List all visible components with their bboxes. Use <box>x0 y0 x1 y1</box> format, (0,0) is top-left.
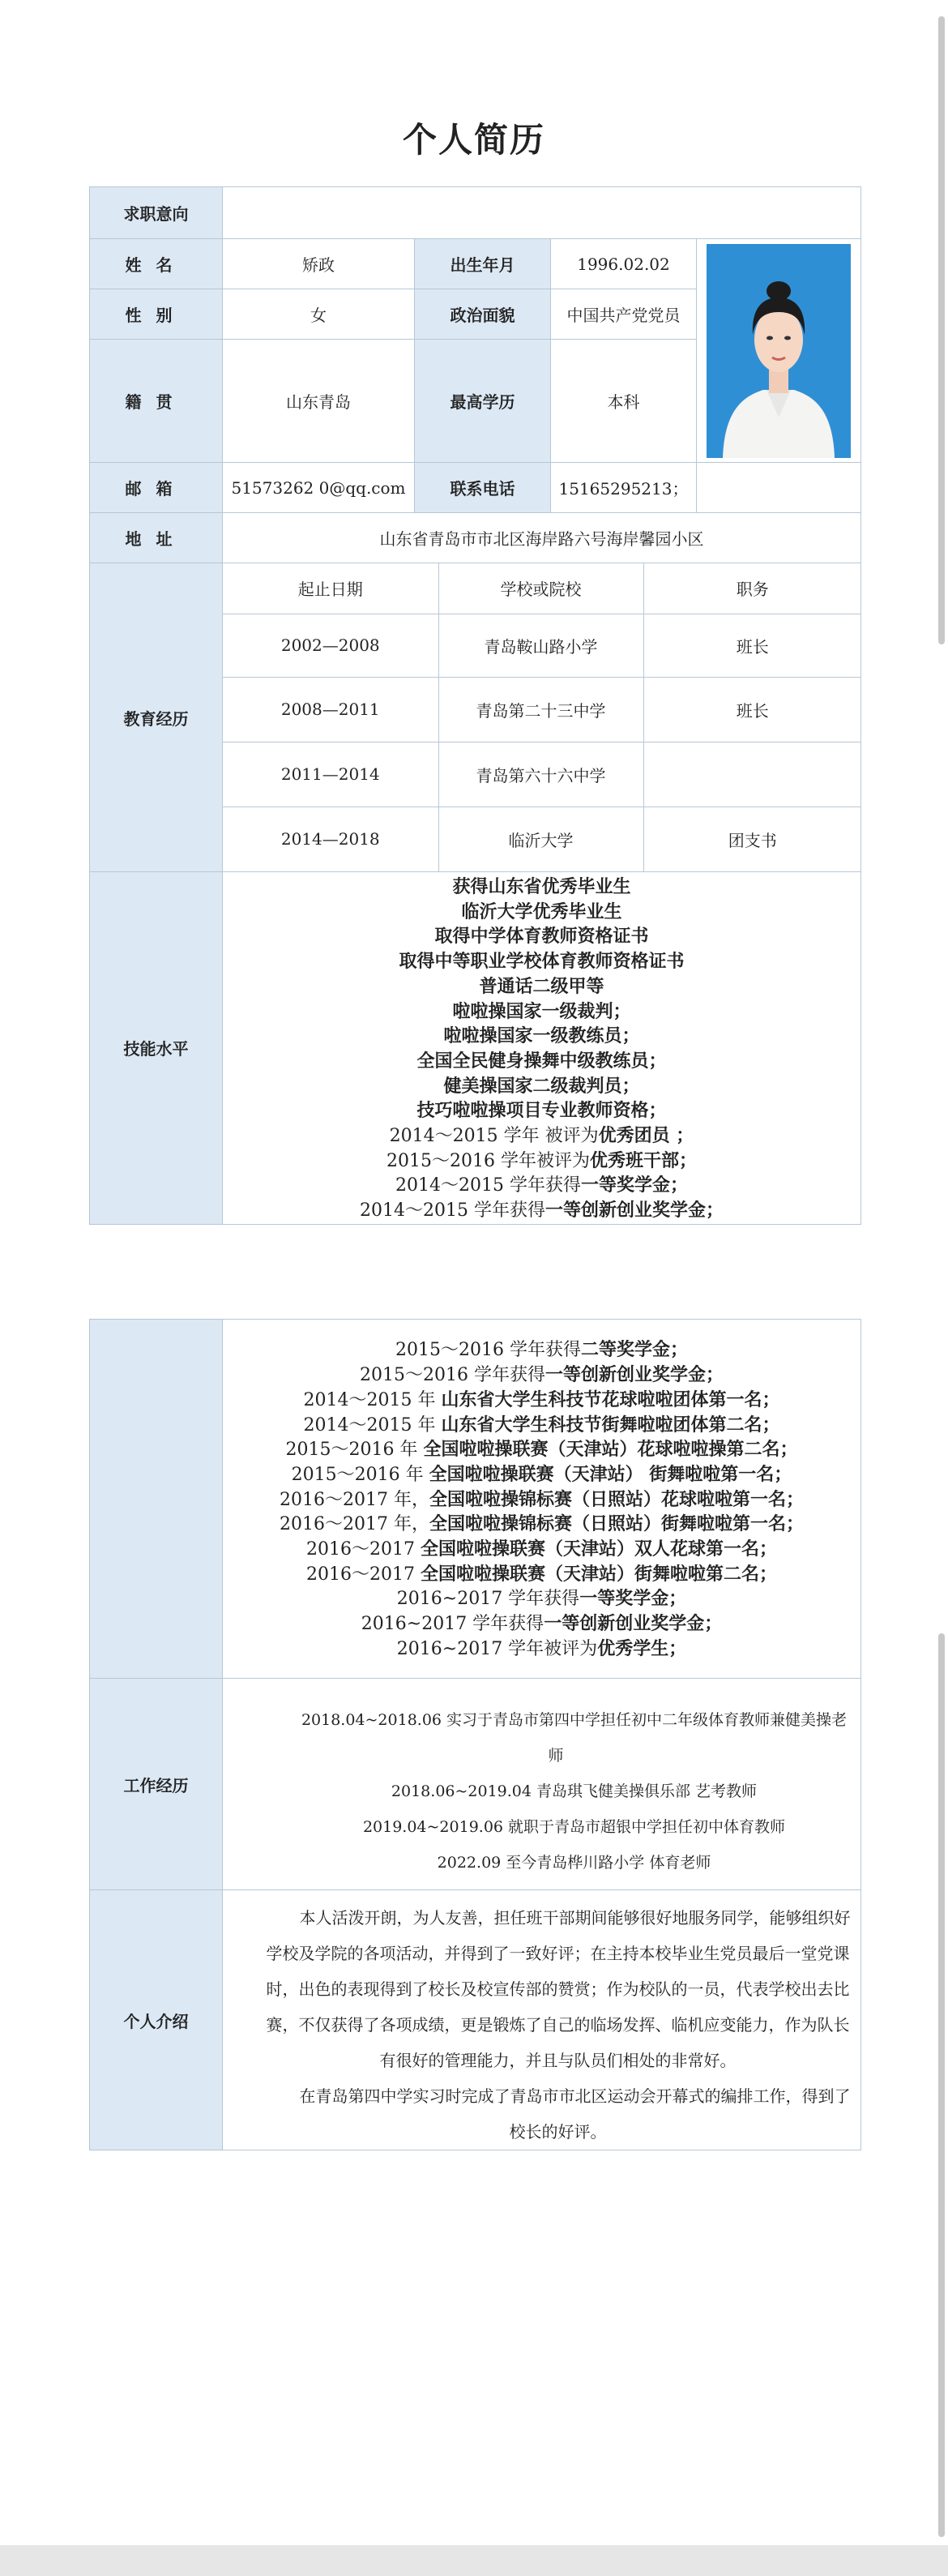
education-row-role <box>643 742 861 807</box>
skill-item-text: 山东省大学生科技节花球啦啦团体第一名； <box>441 1389 780 1410</box>
skill-item <box>231 1637 852 1662</box>
skill-item-text: 优秀学生； <box>597 1638 687 1659</box>
scrollbar-thumb-top[interactable] <box>938 16 945 644</box>
skill-item-text: 全国啦啦操联赛（天津站）花球啦啦操第二名； <box>423 1440 798 1461</box>
intro-label: 个人介绍 <box>90 1890 223 2150</box>
origin-value: 山东青岛 <box>223 340 415 463</box>
education-header-role: 职务 <box>643 563 861 614</box>
skill-item <box>231 975 852 1000</box>
skill-item <box>231 1025 852 1050</box>
work-list <box>223 1688 860 1881</box>
skill-item-date: 2015～2016 学年获得 <box>360 1365 545 1386</box>
email-value: 51573262 0@qq.com <box>223 463 415 513</box>
skill-item-text: 一等创新创业奖学金； <box>544 1200 724 1222</box>
skill-item <box>231 1199 852 1224</box>
skill-item-date: 2016～2017 年， <box>280 1489 429 1510</box>
page-title: 个人简历 <box>402 120 545 160</box>
education-level-value: 本科 <box>551 340 697 463</box>
education-table <box>223 563 861 871</box>
bottom-bar <box>0 2545 948 2576</box>
skill-item <box>231 1000 852 1025</box>
skill-item <box>231 1612 852 1637</box>
education-row-period: 2011—2014 <box>223 742 438 807</box>
skill-item <box>231 1563 852 1588</box>
skill-item-date: 2016～2017 <box>306 1539 421 1560</box>
skill-item <box>231 1149 852 1175</box>
email-label: 邮箱 <box>90 463 223 513</box>
skill-item-text: 优秀班干部； <box>589 1150 697 1171</box>
skills-list-page1 <box>223 872 860 1224</box>
skill-item-text: 全国啦啦操联赛（天津站） 街舞啦啦第一名； <box>429 1464 792 1485</box>
skill-item-text: 全国啦啦操联赛（天津站）双人花球第一名； <box>420 1539 777 1560</box>
skill-item-date: 2015～2016 学年获得 <box>395 1340 581 1361</box>
skill-item-text: 优秀团员 ； <box>598 1126 694 1147</box>
education-level-label: 最高学历 <box>415 340 551 463</box>
skill-item-date: 2014～2015 年 <box>303 1414 442 1436</box>
skill-item <box>231 1389 852 1414</box>
skill-item <box>231 1538 852 1563</box>
politics-value: 中国共产党党员 <box>551 289 697 340</box>
skill-item-date: 2016~2017 学年获得 <box>396 1589 580 1610</box>
address-value: 山东省青岛市市北区海岸路六号海岸馨园小区 <box>223 513 861 563</box>
skill-item <box>231 1338 852 1363</box>
education-header-period: 起止日期 <box>223 563 438 614</box>
skill-item <box>231 1174 852 1199</box>
skills-cell-page1 <box>223 872 861 1225</box>
skill-item-text: 临沂大学优秀毕业生 <box>461 901 622 922</box>
work-item: 2019.04~2019.06 就职于青岛市超银中学担任初中体育教师 <box>362 1818 786 1836</box>
skill-item-text: 一等创新创业奖学金； <box>544 1365 724 1386</box>
person-photo-icon <box>707 244 851 458</box>
skill-item <box>231 925 852 950</box>
skill-item-text: 一等奖学金； <box>579 1589 687 1610</box>
intro-text <box>223 1890 860 2150</box>
skill-item <box>231 1587 852 1612</box>
skill-item-text: 啦啦操国家一级教练员； <box>443 1026 640 1047</box>
skill-item-text: 全国全民健身操舞中级教练员； <box>416 1051 667 1072</box>
skill-item-text: 全国啦啦操锦标赛（日照站）街舞啦啦第一名； <box>429 1514 804 1535</box>
skill-item <box>231 950 852 975</box>
intro-paragraph: 本人活泼开朗，为人友善，担任班干部期间能够很好地服务同学，能够组织好学校及学院的各项活动，并得到了一致好评；在主持本校毕业生党员最后一堂党课时，出色的表现得到了校长及校宣传部的赞赏；作为校队的一员，代表学校出去比赛，不仅获得了各项成绩，更是锻炼了自己的临场发挥、临机应变能力，作为队长有很好的管理能力，并且与队员们相处的非常好。 <box>266 1908 851 2070</box>
intro-cell <box>223 1890 861 2150</box>
scrollbar-thumb-bottom[interactable] <box>938 1633 945 2537</box>
education-table-cell <box>223 563 861 872</box>
education-row-period: 2014—2018 <box>223 807 438 871</box>
skill-item-date: 2016~2017 学年被评为 <box>396 1638 598 1659</box>
education-row-period: 2002—2008 <box>223 614 438 677</box>
skills-cell-page2 <box>223 1320 861 1679</box>
skill-item-text: 全国啦啦操联赛（天津站）街舞啦啦第二名； <box>420 1564 777 1585</box>
skill-item <box>231 1488 852 1513</box>
education-row-role: 班长 <box>643 614 861 677</box>
skills-list-page2 <box>223 1335 860 1662</box>
work-item: 2022.09 至今青岛桦川路小学 体育老师 <box>437 1854 711 1872</box>
skill-item <box>231 1075 852 1100</box>
skill-item-date: 2014～2015 学年获得 <box>360 1200 545 1222</box>
work-cell <box>223 1679 861 1890</box>
birth-label: 出生年月 <box>415 239 551 289</box>
resume-table-page2 <box>89 1319 861 2150</box>
skill-item-text: 获得山东省优秀毕业生 <box>452 877 631 897</box>
skill-item-text: 山东省大学生科技节街舞啦啦团体第二名； <box>441 1414 780 1436</box>
skill-item <box>231 1363 852 1389</box>
photo-cell <box>697 239 861 463</box>
skill-item-date: 2015～2016 年 <box>291 1464 429 1485</box>
skill-item-text: 普通话二级甲等 <box>479 976 604 997</box>
skill-item-date: 2014～2015 学年 被评为 <box>389 1126 599 1147</box>
skill-item-text: 一等创新创业奖学金； <box>544 1614 723 1635</box>
skill-item-date: 2016～2017 <box>306 1564 421 1585</box>
skill-item <box>231 1463 852 1488</box>
skill-item-text: 二等奖学金； <box>580 1340 688 1361</box>
resume-table-page1 <box>89 186 861 1225</box>
skill-item-text: 技巧啦啦操项目专业教师资格； <box>416 1101 667 1122</box>
skill-item-date: 2016～2017 年， <box>280 1514 429 1535</box>
name-value: 矫政 <box>223 239 415 289</box>
skill-item-date: 2015～2016 年 <box>285 1440 424 1461</box>
skill-item-text: 全国啦啦操锦标赛（日照站）花球啦啦第一名； <box>429 1489 804 1510</box>
education-header-school: 学校或院校 <box>438 563 643 614</box>
skill-item-date: 2015～2016 学年被评为 <box>386 1150 590 1171</box>
work-item: 2018.06~2019.04 青岛琪飞健美操俱乐部 艺考教师 <box>391 1782 758 1800</box>
work-label: 工作经历 <box>90 1679 223 1890</box>
politics-label: 政治面貌 <box>415 289 551 340</box>
job-intention-label: 求职意向 <box>90 187 223 239</box>
address-label: 地址 <box>90 513 223 563</box>
skill-item-text: 健美操国家二级裁判员； <box>443 1076 640 1097</box>
skill-item <box>231 1414 852 1439</box>
skill-item <box>231 901 852 926</box>
education-row-school: 临沂大学 <box>438 807 643 871</box>
education-row-role: 团支书 <box>643 807 861 871</box>
education-row-school: 青岛第六十六中学 <box>438 742 643 807</box>
skill-item-text: 一等奖学金； <box>580 1175 688 1196</box>
skill-item-text: 啦啦操国家一级裁判； <box>452 1001 631 1022</box>
skill-item-date: 2014～2015 学年获得 <box>395 1175 581 1196</box>
education-label: 教育经历 <box>90 563 223 872</box>
skills-label: 技能水平 <box>90 872 223 1225</box>
education-row-period: 2008—2011 <box>223 677 438 742</box>
work-item: 2018.04~2018.06 实习于青岛市第四中学担任初中二年级体育教师兼健美操老师 <box>301 1711 848 1765</box>
education-row-school: 青岛第二十三中学 <box>438 677 643 742</box>
skill-item <box>231 1124 852 1149</box>
gender-label: 性别 <box>90 289 223 340</box>
skill-item <box>231 1099 852 1124</box>
gender-value: 女 <box>223 289 415 340</box>
empty-cell <box>697 463 861 513</box>
skill-item <box>231 1513 852 1538</box>
skill-item-date: 2016~2017 学年获得 <box>361 1614 544 1635</box>
skill-item-text: 取得中学体育教师资格证书 <box>434 926 649 948</box>
skill-item <box>231 1050 852 1075</box>
origin-label: 籍贯 <box>90 340 223 463</box>
education-row-school: 青岛鞍山路小学 <box>438 614 643 677</box>
skill-item-date: 2014～2015 年 <box>303 1389 442 1410</box>
job-intention-value <box>223 187 861 239</box>
phone-value: 15165295213； <box>551 463 697 513</box>
education-row-role: 班长 <box>643 677 861 742</box>
skills-label-continued <box>90 1320 223 1679</box>
birth-value: 1996.02.02 <box>551 239 697 289</box>
name-label: 姓名 <box>90 239 223 289</box>
phone-label: 联系电话 <box>415 463 551 513</box>
intro-paragraph: 在青岛第四中学实习时完成了青岛市市北区运动会开幕式的编排工作，得到了校长的好评。 <box>299 2086 851 2142</box>
skill-item <box>231 1438 852 1463</box>
skill-item-text: 取得中等职业学校体育教师资格证书 <box>399 952 685 973</box>
skill-item <box>231 875 852 901</box>
